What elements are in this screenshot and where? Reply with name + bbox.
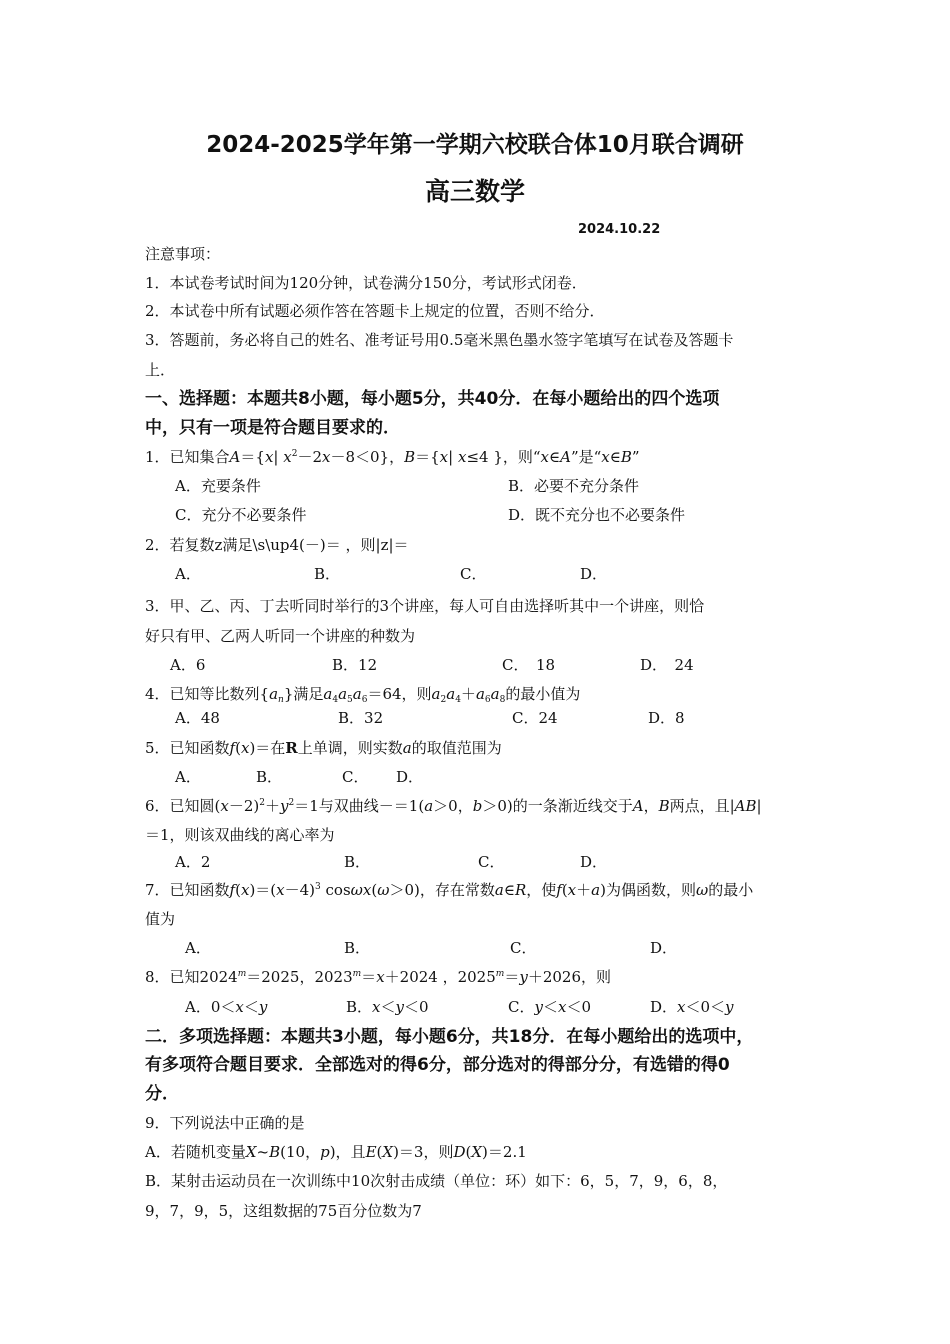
q2-option-b: B． xyxy=(314,565,341,583)
section2-heading-line2: 有多项符合题目要求．全部选对的得6分，部分选对的得部分分，有选错的得0 xyxy=(145,1055,730,1075)
q9-option-a: A．若随机变量X~B(10，p)，且E(X)＝3，则D(X)＝2.1 xyxy=(145,1143,527,1161)
question-6-line1: 6．已知圆$(x-2)^2+y^2=1$与双曲线－＝1(a＞0，b＞0)的一条渐近线交于A，B两点，且|AB| xyxy=(145,797,762,815)
q1-option-d: D．既不充分也不必要条件 xyxy=(508,506,686,524)
question-6-line2: ＝1，则该双曲线的离心率为 xyxy=(145,826,335,844)
q3-option-c: C． 18 xyxy=(502,656,556,674)
q6-option-b: B． xyxy=(344,853,371,871)
exam-title: 2024-2025学年第一学期六校联合体10月联合调研 xyxy=(206,132,744,158)
section1-heading-line2: 中，只有一项是符合题目要求的． xyxy=(145,418,400,438)
question-2-text: 2．若复数z满足\s\up4(－)＝ ，则|z|＝ xyxy=(145,536,409,554)
q7-option-c: C． xyxy=(510,939,537,957)
q2-option-a: A． xyxy=(175,565,201,583)
q8-option-c: C．y＜x＜0 xyxy=(508,998,591,1016)
q7-option-d: D． xyxy=(650,939,678,957)
q8-option-b: B．x＜y＜0 xyxy=(346,998,429,1016)
q7-option-a: A． xyxy=(185,939,211,957)
q2-option-d: D． xyxy=(580,565,608,583)
q9-option-b-line1: B．某射击运动员在一次训练中10次射击成绩（单位：环）如下：6，5，7，9，6，8， xyxy=(145,1172,728,1190)
q5-option-a: A． xyxy=(175,768,201,786)
q3-option-b: B．12 xyxy=(332,656,378,674)
q2-option-c: C． xyxy=(460,565,487,583)
q9-option-b-line2: 9，7，9，5，这组数据的75百分位数为7 xyxy=(145,1202,422,1220)
question-3-line1: 3．甲、乙、丙、丁去听同时举行的3个讲座，每人可自由选择听其中一个讲座，则恰 xyxy=(145,597,705,615)
q4-option-d: D．8 xyxy=(648,709,685,727)
question-1-text: 1．已知集合A＝{x| $x^2-2x-8<0$}，B＝{x| x≤4 }，则“x∈A”是“x∈B” xyxy=(145,448,640,466)
question-9-text: 9．下列说法中正确的是 xyxy=(145,1114,305,1132)
q4-option-b: B．32 xyxy=(338,709,384,727)
q8-option-a: A．0＜x＜y xyxy=(185,998,268,1016)
section2-heading-line1: 二．多项选择题：本题共3小题，每小题6分，共18分．在每小题给出的选项中， xyxy=(145,1027,754,1047)
q6-option-d: D． xyxy=(580,853,608,871)
question-7-line1: 7．已知函数$f(x)=(x-4)^3$ cosωx(ω＞0)，存在常数a∈R，使f(x＋a)为偶函数，则ω的最小 xyxy=(145,881,754,899)
q1-option-c: C．充分不必要条件 xyxy=(175,506,307,524)
q8-option-d: D．x＜0＜y xyxy=(650,998,734,1016)
q4-option-c: C．24 xyxy=(512,709,558,727)
notice-item-3: 3．答题前，务必将自己的姓名、准考证号用0.5毫米黑色墨水签字笔填写在试卷及答题卡 xyxy=(145,331,734,349)
q3-option-a: A．6 xyxy=(170,656,206,674)
q6-option-a: A．2 xyxy=(175,853,211,871)
question-5-text: 5．已知函数f(x)＝在R上单调，则实数a的取值范围为 xyxy=(145,739,502,757)
q1-option-a: A．充要条件 xyxy=(175,477,261,495)
exam-date: 2024.10.22 xyxy=(578,222,661,237)
notice-heading: 注意事项： xyxy=(145,245,221,263)
q6-option-c: C． xyxy=(478,853,505,871)
q1-option-b: B．必要不充分条件 xyxy=(508,477,640,495)
question-4-text: 4．已知等比数列$\{a_n\}$满足$a_4a_5a_6=64$，则$a_2a_4+a_6a_8$的最小值为 xyxy=(145,685,581,705)
question-7-line2: 值为 xyxy=(145,910,176,928)
q4-option-a: A．48 xyxy=(175,709,220,727)
notice-item-3-cont: 上． xyxy=(145,361,176,379)
q5-option-c: C． xyxy=(342,768,369,786)
q3-option-d: D． 24 xyxy=(640,656,694,674)
question-8-text: 8．已知$2024^m=2025$，$2023^m=x+2024$ ，$2025^m=y+2026$，则 xyxy=(145,968,612,986)
section2-heading-line3: 分． xyxy=(145,1084,179,1104)
exam-subtitle: 高三数学 xyxy=(424,177,525,206)
notice-item-1: 1．本试卷考试时间为120分钟，试卷满分150分，考试形式闭卷． xyxy=(145,274,587,292)
notice-item-2: 2．本试卷中所有试题必须作答在答题卡上规定的位置，否则不给分． xyxy=(145,302,605,320)
q5-option-b: B． xyxy=(256,768,283,786)
q5-option-d: D． xyxy=(396,768,424,786)
question-3-line2: 好只有甲、乙两人听同一个讲座的种数为 xyxy=(145,627,416,645)
q7-option-b: B． xyxy=(344,939,371,957)
section1-heading-line1: 一、选择题：本题共8小题，每小题5分，共40分．在每小题给出的四个选项 xyxy=(145,389,720,409)
